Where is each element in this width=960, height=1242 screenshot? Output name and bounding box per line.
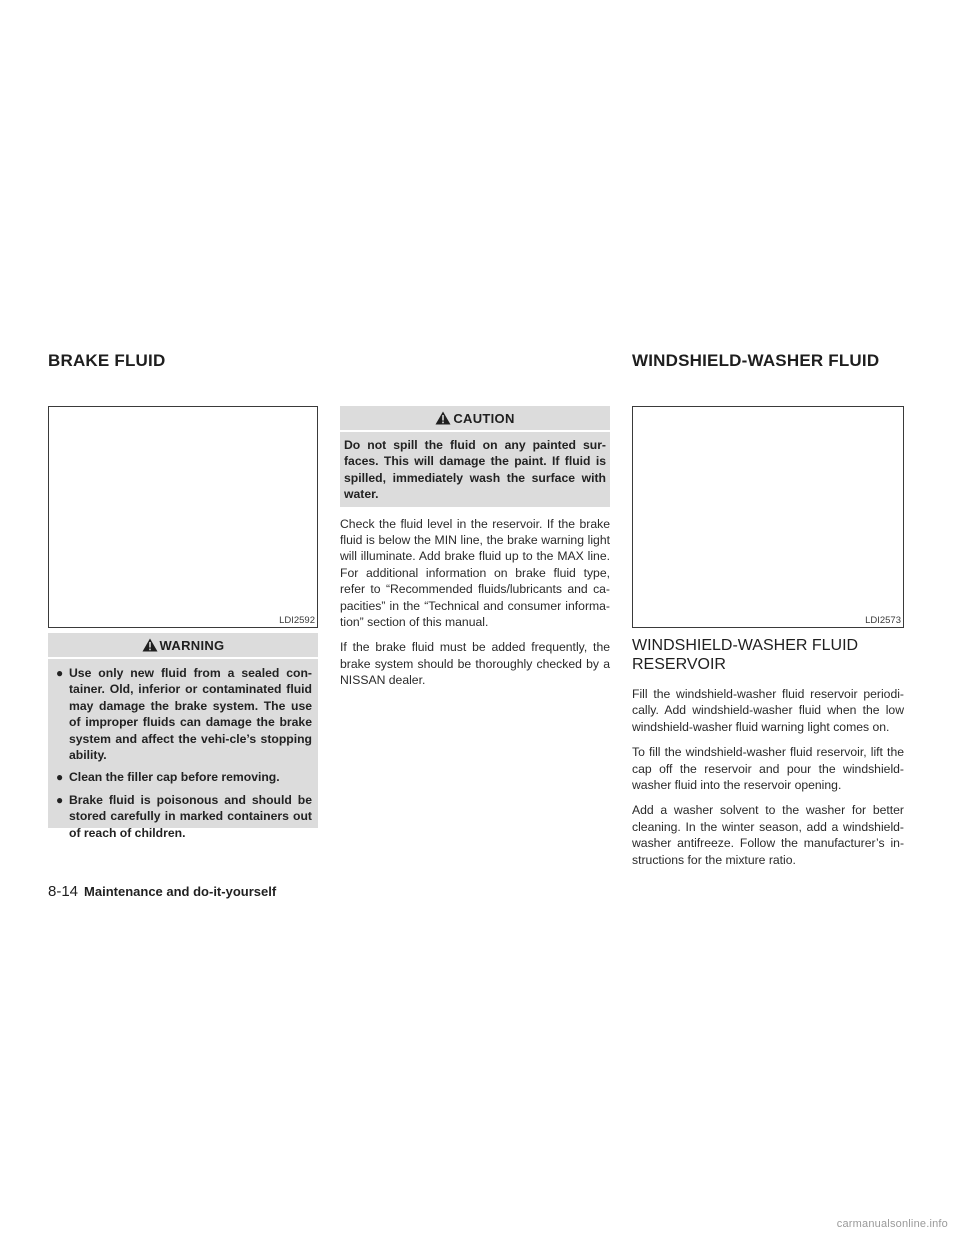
figure-washer-reservoir bbox=[632, 406, 904, 628]
site-watermark: carmanualsonline.info bbox=[836, 1218, 948, 1230]
section-heading-washer-fluid: WINDSHIELD-WASHER FLUID bbox=[632, 351, 880, 370]
paragraph: To fill the windshield-washer fluid reservoir, lift the cap off the reservoir and pour the windshield-washer fluid into the reservoir opening. bbox=[632, 745, 904, 793]
warning-notice bbox=[48, 633, 318, 840]
page-number: 8-14 bbox=[48, 883, 79, 900]
paragraph: Add a washer solvent to the washer for better cleaning. In the winter season, add a windshield-washer antifreeze. Follow the manufacturer’s in-structions for the mixture ratio. bbox=[632, 803, 904, 867]
warning-item: ● Brake fluid is poisonous and should be stored carefully in marked containers out of reach of children. bbox=[56, 792, 312, 840]
bullet-icon: ● bbox=[56, 666, 64, 680]
paragraph: Fill the windshield-washer fluid reservoir periodi-cally. Add windshield-washer fluid when the low windshield-washer fluid warning light comes on. bbox=[632, 687, 904, 734]
bullet-icon: ● bbox=[56, 770, 64, 785]
warning-body bbox=[48, 659, 318, 840]
brake-fluid-text bbox=[340, 516, 610, 689]
washer-subheading: WINDSHIELD-WASHER FLUID RESERVOIR bbox=[632, 637, 859, 673]
warning-title: WARNING bbox=[159, 637, 225, 653]
figure-code: LDI2573 bbox=[865, 615, 901, 626]
warning-triangle-icon bbox=[435, 411, 451, 425]
middle-column bbox=[340, 406, 610, 698]
caution-body bbox=[340, 432, 610, 507]
chapter-title: Maintenance and do-it-yourself bbox=[84, 884, 277, 899]
paragraph: If the brake fluid must be added frequently, the brake system should be thoroughly checked by a NISSAN dealer. bbox=[340, 640, 610, 688]
warning-item: ● Use only new fluid from a sealed con-tainer. Old, inferior or contaminated fluid may damage the brake system. The use of improper fluids can damage the brake system and affect the vehi-cle’s stopping ability. bbox=[56, 666, 312, 763]
warning-triangle-icon bbox=[142, 638, 158, 652]
paragraph: Check the fluid level in the reservoir. If the brake fluid is below the MIN line, the brake warning light will illuminate. Add brake fluid up to the MAX line. For additional information on brake fluid type, refer to “Recommended fluids/lubricants and ca-pacities” in the “Technical and consumer informa-tion” section of this manual. bbox=[340, 516, 610, 630]
caution-title: CAUTION bbox=[453, 410, 515, 426]
caution-text: Do not spill the fluid on any painted sur-faces. This will damage the paint. If fluid is spilled, immediately wash the surface with water. bbox=[344, 438, 606, 502]
figure-code: LDI2592 bbox=[279, 615, 315, 626]
section-heading-brake-fluid: BRAKE FLUID bbox=[48, 351, 166, 370]
figure-brake-reservoir bbox=[48, 406, 318, 628]
bullet-icon: ● bbox=[56, 792, 64, 807]
page-footer bbox=[48, 883, 276, 900]
warning-item: ● Clean the filler cap before removing. bbox=[56, 770, 280, 785]
caution-header bbox=[340, 406, 610, 430]
warning-header bbox=[48, 633, 318, 657]
washer-section bbox=[632, 636, 904, 877]
